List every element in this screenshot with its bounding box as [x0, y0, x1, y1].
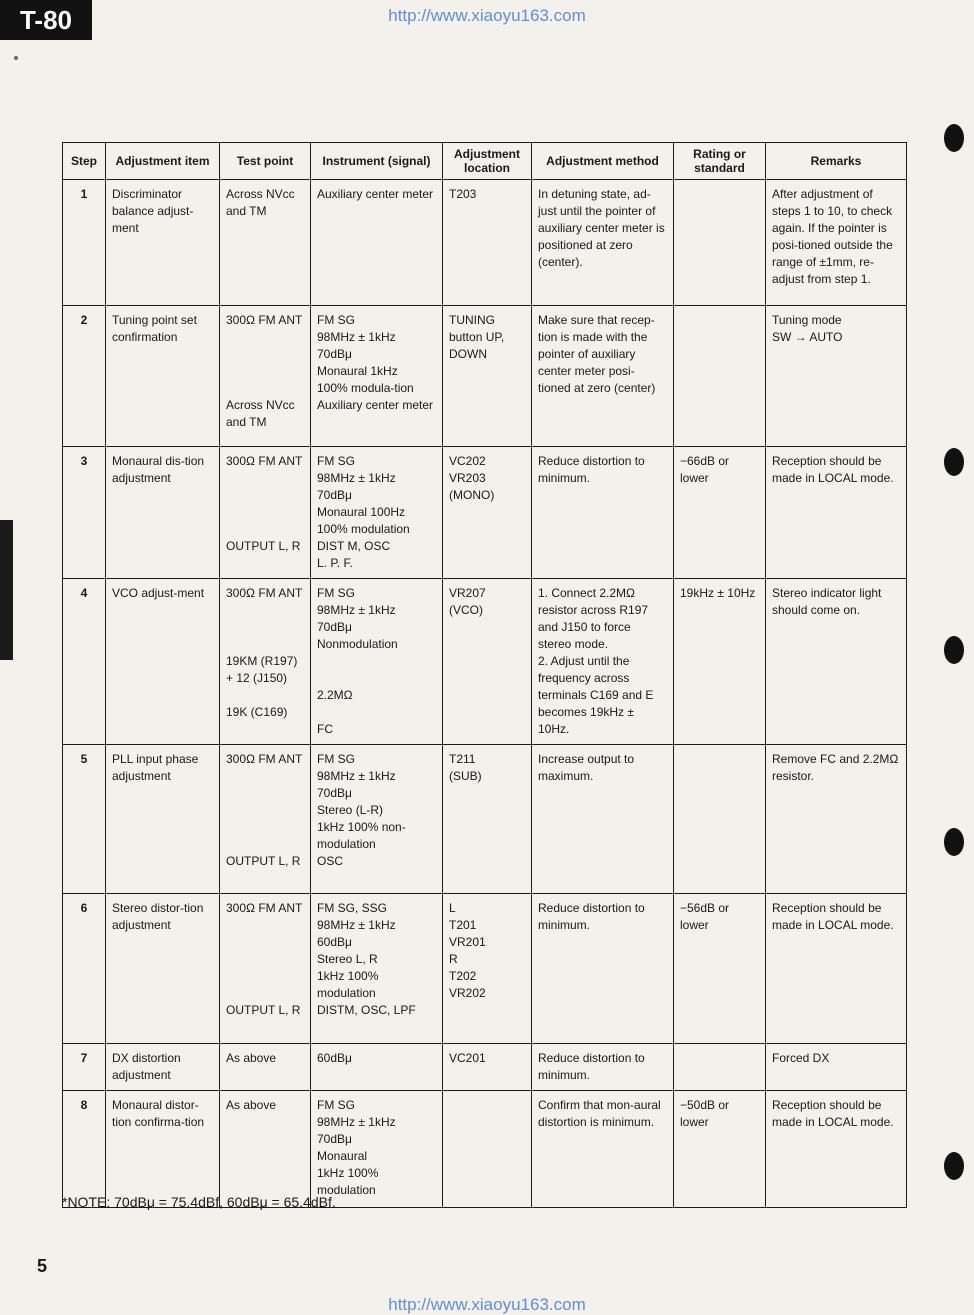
table-row: [63, 180, 907, 306]
test-point-cell: 300Ω FM ANT Across NVcc and TM: [220, 306, 311, 447]
table-row: [63, 745, 907, 894]
item-cell: Discriminator balance adjust-ment: [106, 180, 220, 306]
rating-cell: [674, 745, 766, 894]
header-test-point: Test point: [220, 143, 311, 180]
method-cell: Reduce distortion to minimum.: [532, 447, 674, 579]
table-row: [63, 306, 907, 447]
instrument-cell: FM SG 98MHz ± 1kHz 70dBμ Monaural 1kHz 100% modula-tion Auxiliary center meter: [311, 306, 443, 447]
location-cell: T203: [443, 180, 532, 306]
location-cell: T211 (SUB): [443, 745, 532, 894]
step-cell: 3: [63, 447, 106, 579]
rating-cell: −50dB or lower: [674, 1091, 766, 1208]
item-cell: Stereo distor-tion adjustment: [106, 894, 220, 1044]
step-cell: 1: [63, 180, 106, 306]
remarks-cell: Reception should be made in LOCAL mode.: [766, 447, 907, 579]
instrument-cell: Auxiliary center meter: [311, 180, 443, 306]
rating-cell: −66dB or lower: [674, 447, 766, 579]
binder-hole-4: [944, 828, 964, 856]
rating-cell: [674, 1044, 766, 1091]
test-point-cell: As above: [220, 1091, 311, 1208]
rating-cell: −56dB or lower: [674, 894, 766, 1044]
test-point-cell: As above: [220, 1044, 311, 1091]
binder-hole-2: [944, 448, 964, 476]
table-row: [63, 1091, 907, 1208]
method-cell: Increase output to maximum.: [532, 745, 674, 894]
method-cell: Make sure that recep-tion is made with the pointer of auxiliary center meter posi-tioned at zero (center): [532, 306, 674, 447]
header-adjustment-method: Adjustment method: [532, 143, 674, 180]
rating-cell: 19kHz ± 10Hz: [674, 579, 766, 745]
footnote: *NOTE: 70dBμ = 75.4dBf, 60dBμ = 65.4dBf.: [62, 1194, 336, 1210]
step-cell: 4: [63, 579, 106, 745]
remarks-cell: Stereo indicator light should come on.: [766, 579, 907, 745]
step-cell: 6: [63, 894, 106, 1044]
rating-cell: [674, 180, 766, 306]
table-row: [63, 894, 907, 1044]
remarks-cell: Tuning mode SW → AUTO: [766, 306, 907, 447]
method-cell: Reduce distortion to minimum.: [532, 1044, 674, 1091]
table-row: [63, 447, 907, 579]
page-number: 5: [37, 1256, 48, 1276]
test-point-cell: 300Ω FM ANT OUTPUT L, R: [220, 745, 311, 894]
method-cell: Reduce distortion to minimum.: [532, 894, 674, 1044]
test-point-cell: 300Ω FM ANT 19KM (R197) + 12 (J150) 19K (C169): [220, 579, 311, 745]
item-cell: PLL input phase adjustment: [106, 745, 220, 894]
binder-hole-3: [944, 636, 964, 664]
location-cell: VR207 (VCO): [443, 579, 532, 745]
model-tag: T-80: [0, 0, 92, 40]
item-cell: VCO adjust-ment: [106, 579, 220, 745]
location-cell: TUNING button UP, DOWN: [443, 306, 532, 447]
rating-cell: [674, 306, 766, 447]
binder-hole-1: [944, 124, 964, 152]
scan-mark: [14, 56, 18, 60]
method-cell: Confirm that mon-aural distortion is minimum.: [532, 1091, 674, 1208]
item-cell: Monaural distor-tion confirma-tion: [106, 1091, 220, 1208]
test-point-cell: 300Ω FM ANT OUTPUT L, R: [220, 447, 311, 579]
instrument-cell: FM SG 98MHz ± 1kHz 70dBμ Monaural 100Hz 100% modulation DIST M, OSC L. P. F.: [311, 447, 443, 579]
table-header-row: [63, 143, 907, 180]
remarks-cell: After adjustment of steps 1 to 10, to check again. If the pointer is posi-tioned outside the range of ±1mm, re-adjust from step 1.: [766, 180, 907, 306]
item-cell: DX distortion adjustment: [106, 1044, 220, 1091]
header-instrument: Instrument (signal): [311, 143, 443, 180]
step-cell: 2: [63, 306, 106, 447]
location-cell: VC201: [443, 1044, 532, 1091]
test-point-cell: Across NVcc and TM: [220, 180, 311, 306]
header-remarks: Remarks: [766, 143, 907, 180]
instrument-cell: 60dBμ: [311, 1044, 443, 1091]
side-index-tab: [0, 520, 13, 660]
item-cell: Monaural dis-tion adjustment: [106, 447, 220, 579]
location-cell: VC202 VR203 (MONO): [443, 447, 532, 579]
header-adjustment-item: Adjustment item: [106, 143, 220, 180]
header-step: Step: [63, 143, 106, 180]
binder-hole-5: [944, 1152, 964, 1180]
instrument-cell: FM SG 98MHz ± 1kHz 70dBμ Monaural 1kHz 100% modulation: [311, 1091, 443, 1208]
item-cell: Tuning point set confirmation: [106, 306, 220, 447]
instrument-cell: FM SG, SSG 98MHz ± 1kHz 60dBμ Stereo L, R 1kHz 100% modulation DISTM, OSC, LPF: [311, 894, 443, 1044]
instrument-cell: FM SG 98MHz ± 1kHz 70dBμ Stereo (L-R) 1kHz 100% non-modulation OSC: [311, 745, 443, 894]
method-cell: In detuning state, ad-just until the pointer of auxiliary center meter is positioned at zero (center).: [532, 180, 674, 306]
instrument-cell: FM SG 98MHz ± 1kHz 70dBμ Nonmodulation 2.2MΩ FC: [311, 579, 443, 745]
table-row: [63, 579, 907, 745]
source-url-bottom[interactable]: http://www.xiaoyu163.com: [388, 1295, 586, 1314]
test-point-cell: 300Ω FM ANT OUTPUT L, R: [220, 894, 311, 1044]
remarks-cell: Forced DX: [766, 1044, 907, 1091]
source-url-top[interactable]: http://www.xiaoyu163.com: [388, 6, 586, 25]
remarks-cell: Remove FC and 2.2MΩ resistor.: [766, 745, 907, 894]
step-cell: 8: [63, 1091, 106, 1208]
header-rating: Rating or standard: [674, 143, 766, 180]
header-adjustment-location: Adjustment location: [443, 143, 532, 180]
location-cell: L T201 VR201 R T202 VR202: [443, 894, 532, 1044]
remarks-cell: Reception should be made in LOCAL mode.: [766, 894, 907, 1044]
step-cell: 5: [63, 745, 106, 894]
location-cell: [443, 1091, 532, 1208]
table-row: [63, 1044, 907, 1091]
method-cell: 1. Connect 2.2MΩ resistor across R197 and J150 to force stereo mode. 2. Adjust until the frequency across terminals C169 and E becomes 19kHz ± 10Hz.: [532, 579, 674, 745]
remarks-cell: Reception should be made in LOCAL mode.: [766, 1091, 907, 1208]
adjustment-table: [62, 142, 907, 1208]
step-cell: 7: [63, 1044, 106, 1091]
